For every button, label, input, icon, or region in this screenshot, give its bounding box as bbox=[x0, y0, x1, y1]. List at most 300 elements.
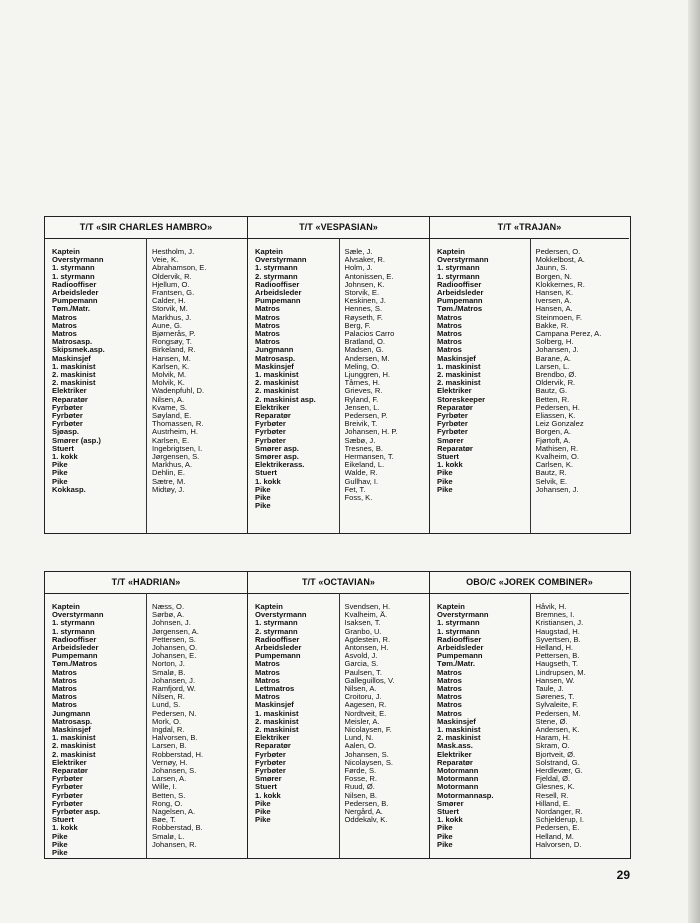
crew-name: Hilland, E. bbox=[535, 799, 571, 808]
crew-role: Matros bbox=[255, 305, 280, 314]
crew-name: Betten, R. bbox=[535, 395, 570, 404]
crew-role: Kaptein bbox=[255, 248, 283, 256]
crew-name: Keskinen, J. bbox=[344, 297, 386, 306]
role-column bbox=[430, 593, 530, 858]
crew-role: 1. styrmann bbox=[437, 264, 480, 273]
ship-title: T/T «OCTAVIAN» bbox=[248, 572, 429, 594]
crew-name: Ryland, F. bbox=[344, 395, 379, 404]
crew-role: Fyrbøter bbox=[52, 791, 83, 800]
crew-name: Halvorsen, D. bbox=[535, 840, 582, 849]
crew-name: Resell, R. bbox=[535, 791, 569, 800]
crew-name: Johansen, J. bbox=[535, 346, 579, 355]
crew-role: Maskinsjef bbox=[255, 362, 294, 371]
crew-list bbox=[430, 593, 629, 858]
crew-role: Matros bbox=[437, 693, 462, 702]
crew-name: Walde, R. bbox=[344, 469, 378, 478]
crew-name: Hennes, S. bbox=[344, 305, 383, 314]
role-column bbox=[45, 238, 146, 533]
crew-role: Maskinsjef bbox=[437, 717, 476, 726]
role-column bbox=[45, 593, 146, 858]
ship-section bbox=[247, 572, 429, 858]
crew-name: Pedersen, B. bbox=[344, 799, 389, 808]
crew-name: Bakke, R. bbox=[535, 321, 569, 330]
crew-name: Pedersen, M. bbox=[535, 709, 581, 718]
crew-name: Tresnes, B. bbox=[344, 444, 384, 453]
crew-role: 2. maskinist bbox=[52, 371, 96, 380]
crew-role: 1. styrmann bbox=[437, 627, 480, 636]
crew-role: Matros bbox=[52, 668, 77, 677]
crew-name: Grieves, R. bbox=[344, 387, 383, 396]
crew-name: Lindrupsen, M. bbox=[535, 668, 586, 677]
crew-name: Nordanger, R. bbox=[535, 808, 583, 817]
crew-name: Isaksen, T. bbox=[344, 619, 381, 628]
crew-role: Smører asp. bbox=[255, 453, 299, 462]
crew-name: Storvik, M. bbox=[152, 305, 188, 314]
crew-name: Robberstad, H. bbox=[152, 750, 204, 759]
crew-role: Maskinsjef bbox=[52, 726, 91, 735]
crew-name: Alvsaker, R. bbox=[344, 256, 386, 265]
crew-role: 1. styrmann bbox=[52, 264, 95, 273]
crew-role: Lettmatros bbox=[255, 685, 295, 694]
crew-role: Pike bbox=[52, 469, 68, 478]
crew-name: Førde, S. bbox=[344, 767, 377, 776]
crew-role: 2. maskinist bbox=[437, 371, 481, 380]
crew-name: Karlsen, E. bbox=[152, 436, 190, 445]
crew-role: 2. maskinist bbox=[52, 742, 96, 751]
crew-role: Pumpemann bbox=[255, 297, 301, 306]
crew-role: Matros bbox=[52, 321, 77, 330]
crew-role: 1. styrmann bbox=[52, 627, 95, 636]
crew-role: Fyrbøter bbox=[437, 428, 468, 437]
crew-name: Hansen, K. bbox=[535, 289, 574, 298]
crew-name: Birkeland, R. bbox=[152, 346, 196, 355]
role-column bbox=[248, 238, 339, 533]
crew-role: 1. maskinist bbox=[52, 734, 96, 743]
crew-name: Nilsen, R. bbox=[152, 693, 185, 702]
crew-role: Matros bbox=[437, 338, 462, 347]
crew-name: Ramfjord, W. bbox=[152, 685, 196, 694]
crew-role: Smører (asp.) bbox=[52, 436, 101, 445]
crew-name: Molvik, M. bbox=[152, 371, 187, 380]
crew-name: Jensen, L. bbox=[344, 403, 380, 412]
crew-name: Berg, F. bbox=[344, 321, 371, 330]
crew-role: Overstyrmann bbox=[52, 256, 104, 265]
crew-name: Johansen, H. P. bbox=[344, 428, 398, 437]
crew-name: Solberg, H. bbox=[535, 338, 574, 347]
ship-section bbox=[45, 572, 247, 858]
crew-name: Gullhav, I. bbox=[344, 477, 379, 486]
crew-role: Matros bbox=[52, 701, 77, 710]
crew-name: Helland, M. bbox=[535, 832, 574, 841]
crew-name: Abrahamson, E. bbox=[152, 264, 207, 273]
crew-name: Fet, T. bbox=[344, 485, 366, 494]
crew-name: Bautz, G. bbox=[535, 387, 568, 396]
crew-role: Fyrbøter bbox=[255, 436, 286, 445]
crew-role: Stuert bbox=[255, 783, 277, 792]
crew-role: Matros bbox=[52, 330, 77, 339]
crew-role: Matros bbox=[255, 313, 280, 322]
crew-role: Elektrikerass. bbox=[255, 461, 305, 470]
crew-role: Pike bbox=[255, 485, 271, 494]
crew-role: Matros bbox=[255, 668, 280, 677]
role-column bbox=[248, 593, 339, 858]
crew-name: Schjelderup, I. bbox=[535, 816, 585, 825]
crew-role: Jungmann bbox=[255, 346, 294, 355]
crew-role: Reparatør bbox=[255, 742, 291, 751]
crew-name: Storvik, E. bbox=[344, 289, 380, 298]
crew-role: 1. styrmann bbox=[437, 619, 480, 628]
crew-role: Pike bbox=[52, 849, 68, 858]
crew-role: 2. styrmann bbox=[255, 272, 298, 281]
crew-role: Matros bbox=[437, 346, 462, 355]
crew-role: Matros bbox=[52, 693, 77, 702]
crew-name: Hermansen, T. bbox=[344, 453, 394, 462]
crew-role: 1. styrmann bbox=[52, 619, 95, 628]
crew-role: Storeskeeper bbox=[437, 395, 486, 404]
crew-name: Fosse, R. bbox=[344, 775, 377, 784]
crew-role: Pumpemann bbox=[437, 652, 483, 661]
ship-title: T/T «TRAJAN» bbox=[430, 217, 629, 239]
crew-name: Nicolaysen, S. bbox=[344, 758, 394, 767]
crew-role: Stuert bbox=[437, 453, 459, 462]
crew-role: Pumpemann bbox=[437, 297, 483, 306]
crew-role: 1. kokk bbox=[52, 453, 78, 462]
crew-name: Andersen, K. bbox=[535, 726, 580, 735]
crew-role: Matros bbox=[437, 676, 462, 685]
crew-name: Syvertsen, B. bbox=[535, 635, 581, 644]
crew-role: Tøm./Matr. bbox=[437, 660, 475, 669]
name-column bbox=[530, 593, 630, 858]
crew-role: Matrosasp. bbox=[52, 717, 93, 726]
crew-role: Pike bbox=[255, 502, 271, 511]
crew-role: Fyrbøter bbox=[255, 420, 286, 429]
crew-role: Elektriker bbox=[437, 750, 472, 759]
crew-name: Larsen, L. bbox=[535, 362, 570, 371]
crew-name: Glesnes, K. bbox=[535, 783, 575, 792]
crew-name: Granbo, U. bbox=[344, 627, 382, 636]
crew-name: Sætre, M. bbox=[152, 477, 186, 486]
crew-role: Elektriker bbox=[255, 734, 290, 743]
crew-role: Matros bbox=[52, 685, 77, 694]
crew-name: Johansen, S. bbox=[152, 767, 197, 776]
crew-role: Matros bbox=[255, 693, 280, 702]
crew-name: Wille, I. bbox=[152, 783, 177, 792]
crew-name: Pettersen, S. bbox=[152, 635, 196, 644]
crew-name: Ljunggren, H. bbox=[344, 371, 391, 380]
crew-name: Garcia, S. bbox=[344, 660, 379, 669]
crew-role: Tøm./Matros bbox=[437, 305, 483, 314]
crew-role: Pike bbox=[437, 832, 453, 841]
crew-name: Haugstad, H. bbox=[535, 627, 580, 636]
crew-role: 1. maskinist bbox=[437, 362, 481, 371]
crew-name: Molvik, K. bbox=[152, 379, 185, 388]
crew-role: Fyrbøter bbox=[255, 750, 286, 759]
ship-title: T/T «SIR CHARLES HAMBRO» bbox=[45, 217, 247, 239]
crew-name: Agdestein, R. bbox=[344, 635, 391, 644]
crew-name: Taule, J. bbox=[535, 685, 564, 694]
crew-role: 2. maskinist bbox=[437, 379, 481, 388]
crew-role: Matros bbox=[52, 676, 77, 685]
crew-role: Matros bbox=[437, 709, 462, 718]
crew-name: Svendsen, H. bbox=[344, 603, 391, 611]
crew-role: Kaptein bbox=[437, 603, 465, 611]
crew-role: Jungmann bbox=[52, 709, 91, 718]
crew-name: Jaunn, S. bbox=[535, 264, 568, 273]
crew-role: Pike bbox=[255, 494, 271, 503]
crew-role: Motormann bbox=[437, 767, 479, 776]
crew-role: 1. styrmann bbox=[437, 272, 480, 281]
crew-name: Eikeland, L. bbox=[344, 461, 385, 470]
crew-name: Midtøy, J. bbox=[152, 485, 185, 494]
crew-name: Rongsøy, T. bbox=[152, 338, 192, 347]
crew-role: 1. styrmann bbox=[255, 264, 298, 273]
page-number: 29 bbox=[616, 868, 630, 882]
crew-role: Radiooffiser bbox=[437, 635, 482, 644]
crew-name: Johansen, J. bbox=[535, 485, 579, 494]
crew-role: Fyrbøter bbox=[52, 783, 83, 792]
crew-name: Holm, J. bbox=[344, 264, 373, 273]
crew-name: Eliassen, K. bbox=[535, 412, 576, 421]
crew-name: Kristiansen, J. bbox=[535, 619, 584, 628]
crew-name: Calder, H. bbox=[152, 297, 186, 306]
crew-name: Johansen, S. bbox=[344, 750, 389, 759]
crew-name: Pedersen, P. bbox=[344, 412, 388, 421]
crew-name: Hansen, W. bbox=[535, 676, 575, 685]
crew-role: Mask.ass. bbox=[437, 742, 473, 751]
crew-name: Borgen, A. bbox=[535, 428, 571, 437]
crew-name: Wadenpfuhl, D. bbox=[152, 387, 205, 396]
crew-name: Madsen, G. bbox=[344, 346, 384, 355]
crew-name: Rong, O. bbox=[152, 799, 183, 808]
crew-name: Johansen, R. bbox=[152, 840, 197, 849]
crew-role: Reparatør bbox=[437, 758, 473, 767]
crew-name: Nagelsen, A. bbox=[152, 808, 196, 817]
crew-role: 2. maskinist bbox=[52, 379, 96, 388]
crew-name: Hansen, A. bbox=[535, 305, 573, 314]
crew-role: Arbeidsleder bbox=[255, 644, 302, 653]
crew-name: Steinmoen, F. bbox=[535, 313, 582, 322]
crew-name: Sæle, J. bbox=[344, 248, 373, 256]
ship-title: T/T «HADRIAN» bbox=[45, 572, 247, 594]
crew-name: Nilsen, A. bbox=[344, 685, 377, 694]
crew-name: Foss, K. bbox=[344, 494, 373, 503]
crew-name: Paulsen, T. bbox=[344, 668, 382, 677]
ship-title: OBO/C «JOREK COMBINER» bbox=[430, 572, 629, 594]
crew-name: Brendbo, Ø. bbox=[535, 371, 577, 380]
ship-section bbox=[429, 572, 629, 858]
crew-name: Bjortveit, Ø. bbox=[535, 750, 576, 759]
crew-name: Jørgensen, A. bbox=[152, 627, 199, 636]
crew-role: Fyrbøter bbox=[437, 412, 468, 421]
crew-role: Maskinsjef bbox=[255, 701, 294, 710]
crew-name: Nicolaysen, F. bbox=[344, 726, 392, 735]
crew-name: Oldervik, R. bbox=[152, 272, 192, 281]
crew-name: Nilsen, B. bbox=[344, 791, 377, 800]
crew-role: Pumpemann bbox=[52, 652, 98, 661]
crew-role: Tøm./Matros bbox=[52, 660, 98, 669]
crew-name: Dehlin, E. bbox=[152, 469, 185, 478]
crew-name: Pedersen, H. bbox=[535, 403, 580, 412]
crew-name: Meisler, A. bbox=[344, 717, 380, 726]
crew-name: Pedersen, E. bbox=[535, 824, 580, 833]
crew-role: Pumpemann bbox=[255, 652, 301, 661]
crew-name: Herdlevær, G. bbox=[535, 767, 583, 776]
crew-role: Stuert bbox=[255, 469, 277, 478]
crew-role: Pike bbox=[437, 485, 453, 494]
crew-role: Overstyrmann bbox=[52, 611, 104, 620]
crew-name: Croitoru, J. bbox=[344, 693, 382, 702]
crew-name: Ingebrigtsen, I. bbox=[152, 444, 203, 453]
crew-name: Asvold, J. bbox=[344, 652, 378, 661]
crew-list bbox=[45, 238, 247, 533]
crew-role: 2. maskinist bbox=[255, 726, 299, 735]
ship-title: T/T «VESPASIAN» bbox=[248, 217, 429, 239]
crew-role: Stuert bbox=[437, 808, 459, 817]
crew-name: Håvik, H. bbox=[535, 603, 567, 611]
crew-name: Karlsen, K. bbox=[152, 362, 190, 371]
crew-name: Sæbø, J. bbox=[344, 436, 376, 445]
crew-name: Tårnes, H. bbox=[344, 379, 380, 388]
crew-name: Aagesen, R. bbox=[344, 701, 387, 710]
crew-name: Nergård, A. bbox=[344, 808, 383, 817]
crew-name: Andersen, M. bbox=[344, 354, 390, 363]
crew-role: Pike bbox=[255, 816, 271, 825]
crew-role: Fyrbøter bbox=[52, 775, 83, 784]
crew-role: 2. maskinist asp. bbox=[255, 395, 316, 404]
crew-name: Antonissen, E. bbox=[344, 272, 394, 281]
crew-role: Overstyrmann bbox=[255, 256, 307, 265]
crew-role: Matros bbox=[52, 313, 77, 322]
crew-role: Smører asp. bbox=[255, 444, 299, 453]
crew-name: Mork, O. bbox=[152, 717, 182, 726]
crew-name: Sørbø, A. bbox=[152, 611, 185, 620]
crew-name: Næss, O. bbox=[152, 603, 185, 611]
crew-role: Reparatør bbox=[437, 403, 473, 412]
crew-role: Overstyrmann bbox=[255, 611, 307, 620]
crew-role: Pumpemann bbox=[52, 297, 98, 306]
crew-role: Matros bbox=[437, 668, 462, 677]
crew-name: Lund, N. bbox=[344, 734, 374, 743]
crew-list bbox=[45, 593, 247, 858]
crew-name: Aalen, O. bbox=[344, 742, 377, 751]
name-column bbox=[146, 593, 247, 858]
crew-name: Johnsen, K. bbox=[344, 280, 385, 289]
crew-role: Smører bbox=[437, 436, 464, 445]
crew-name: Klokkernes, R. bbox=[535, 280, 585, 289]
crew-role: 2. maskinist bbox=[255, 387, 299, 396]
ship-section bbox=[247, 217, 429, 533]
crew-name: Fjeldal, Ø. bbox=[535, 775, 571, 784]
crew-role: Fyrbøter asp. bbox=[52, 808, 101, 817]
crew-role: Matros bbox=[437, 701, 462, 710]
crew-name: Pedersen, N. bbox=[152, 709, 197, 718]
crew-name: Sylvaleite, F. bbox=[535, 701, 579, 710]
crew-role: Radiooffiser bbox=[52, 635, 97, 644]
crew-role: Fyrbøter bbox=[255, 428, 286, 437]
name-column bbox=[339, 593, 430, 858]
crew-name: Markhus, A. bbox=[152, 461, 193, 470]
crew-name: Halvorsen, B. bbox=[152, 734, 198, 743]
crew-name: Hansen, M. bbox=[152, 354, 191, 363]
crew-name: Stene, Ø. bbox=[535, 717, 568, 726]
crew-role: 1. maskinist bbox=[255, 709, 299, 718]
ship-section bbox=[429, 217, 629, 533]
crew-role: Arbeidsleder bbox=[52, 644, 99, 653]
crew-name: Jørgensen, S. bbox=[152, 453, 200, 462]
crew-name: Iversen, A. bbox=[535, 297, 572, 306]
crew-role: Kaptein bbox=[52, 248, 80, 256]
crew-name: Helland, H. bbox=[535, 644, 574, 653]
crew-role: Overstyrmann bbox=[437, 256, 489, 265]
crew-role: 1. kokk bbox=[437, 461, 463, 470]
crew-role: Kokkasp. bbox=[52, 485, 86, 494]
crew-role: Arbeidsleder bbox=[437, 289, 484, 298]
crew-role: Matros bbox=[255, 660, 280, 669]
crew-name: Bautz, R. bbox=[535, 469, 567, 478]
crew-role: Fyrbøter bbox=[437, 420, 468, 429]
crew-name: Betten, S. bbox=[152, 791, 186, 800]
crew-name: Borgen, N. bbox=[535, 272, 572, 281]
crew-role: 1. styrmann bbox=[52, 272, 95, 281]
crew-role: Reparatør bbox=[52, 767, 88, 776]
crew-name: Bøe, T. bbox=[152, 816, 176, 825]
crew-role: Fyrbøter bbox=[52, 420, 83, 429]
crew-role: 1. maskinist bbox=[52, 362, 96, 371]
crew-role: Elektriker bbox=[255, 403, 290, 412]
crew-role: Elektriker bbox=[437, 387, 472, 396]
crew-name: Galleguillos, V. bbox=[344, 676, 395, 685]
crew-role: 2. maskinist bbox=[255, 717, 299, 726]
crew-role: Radiooffiser bbox=[255, 635, 300, 644]
crew-role: Elektriker bbox=[52, 758, 87, 767]
crew-name: Palacios Carro bbox=[344, 330, 395, 339]
crew-name: Thomassen, R. bbox=[152, 420, 204, 429]
crew-role: Fyrbøter bbox=[255, 758, 286, 767]
crew-name: Barane, A. bbox=[535, 354, 571, 363]
crew-role: 1. maskinist bbox=[437, 726, 481, 735]
crew-name: Kvame, S. bbox=[152, 403, 188, 412]
crew-role: Pike bbox=[52, 832, 68, 841]
crew-role: Sjøasp. bbox=[52, 428, 80, 437]
crew-role: Matrosasp. bbox=[255, 354, 296, 363]
crew-name: Robberstad, B. bbox=[152, 824, 203, 833]
crew-role: 2. maskinist bbox=[255, 379, 299, 388]
crew-role: 1. styrmann bbox=[255, 619, 298, 628]
crew-role: Fyrbøter bbox=[52, 799, 83, 808]
crew-role: Skipsmek.asp. bbox=[52, 346, 105, 355]
crew-list bbox=[430, 238, 629, 533]
crew-role: Radiooffiser bbox=[52, 280, 97, 289]
name-column bbox=[530, 238, 630, 533]
crew-name: Bjørnerås, P. bbox=[152, 330, 196, 339]
crew-role: Reparatør bbox=[437, 444, 473, 453]
crew-role: Fyrbøter bbox=[255, 767, 286, 776]
crew-name: Sørenes, T. bbox=[535, 693, 575, 702]
crew-role: Matros bbox=[437, 685, 462, 694]
crew-name: Smalø, L. bbox=[152, 832, 185, 841]
crew-role: 2. styrmann bbox=[255, 627, 298, 636]
crew-role: Pike bbox=[52, 840, 68, 849]
crew-role: Matros bbox=[255, 321, 280, 330]
crew-role: Tøm./Matr. bbox=[52, 305, 90, 314]
crew-role: Maskinsjef bbox=[437, 354, 476, 363]
crew-name: Kvalheim, O. bbox=[535, 453, 579, 462]
crew-role: Matros bbox=[437, 313, 462, 322]
crew-name: Haugseth, T. bbox=[535, 660, 578, 669]
crew-name: Antonsen, H. bbox=[344, 644, 389, 653]
crew-name: Røyseth, F. bbox=[344, 313, 383, 322]
crew-name: Oldervik, R. bbox=[535, 379, 576, 388]
